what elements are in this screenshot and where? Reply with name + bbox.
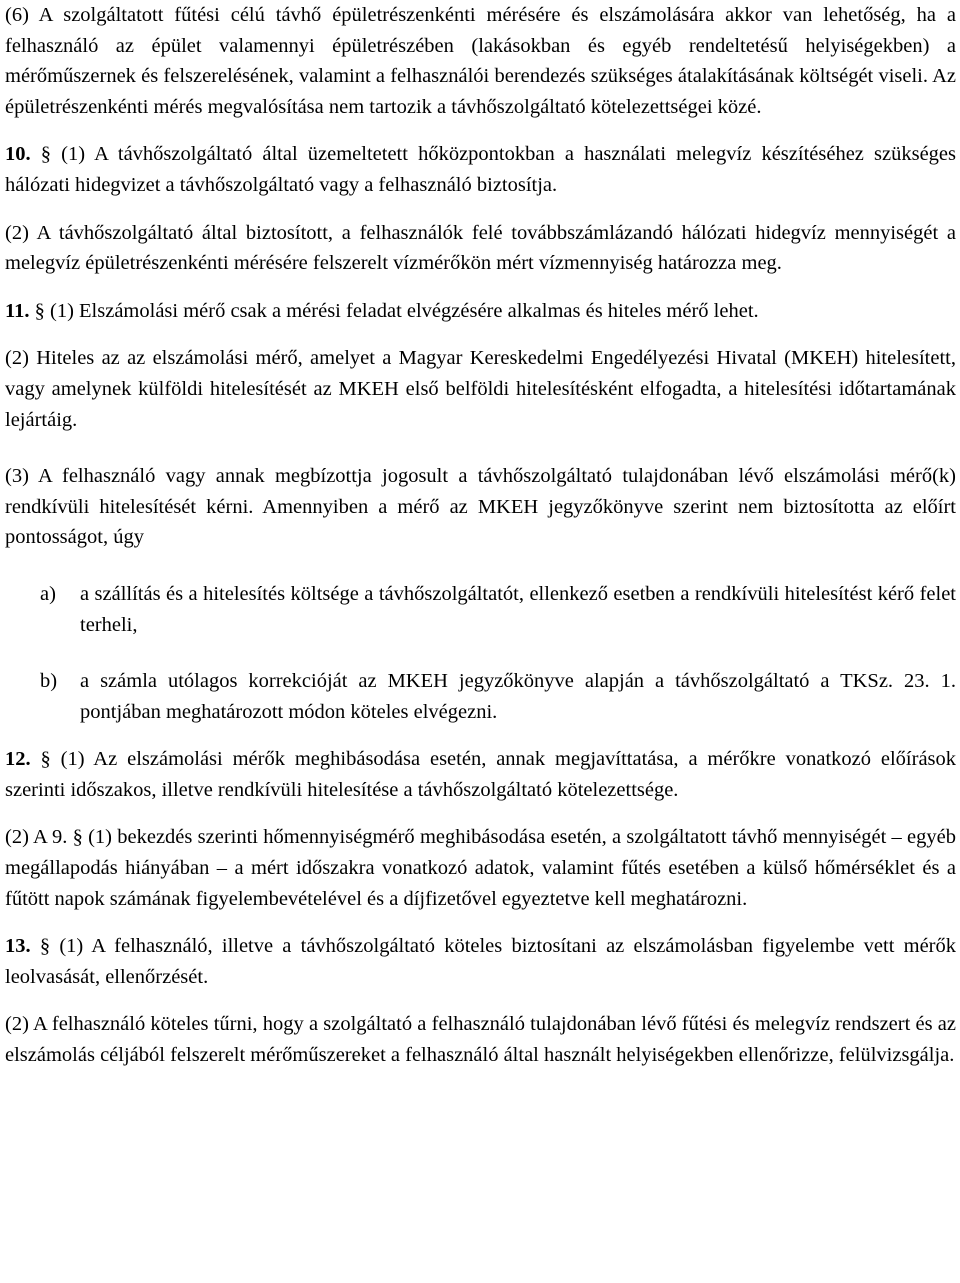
section-13-text-1: (1) A felhasználó, illetve a távhőszolgáltató köteles biztosítani az elszámolásban figyelembe vett mérők leolvasását, ellenőrzését. xyxy=(5,935,957,988)
section-12-paragraph-1 xyxy=(5,744,956,805)
section-11-text-1: (1) Elszámolási mérő csak a mérési feladat elvégzésére alkalmas és hiteles mérő lehet. xyxy=(50,299,759,322)
section-sign: § xyxy=(39,935,51,958)
section-13-number: 13. xyxy=(5,935,31,958)
section-sign: § xyxy=(40,748,51,771)
section-12-text-1: (1) Az elszámolási mérők meghibásodása esetén, annak megjavíttatása, a mérőkre vonatkozó előírások szerinti időszakos, illetve rendkívüli hitelesítése a távhőszolgáltató kötelezettsége. xyxy=(5,748,957,801)
section-11-paragraph-1 xyxy=(5,296,956,327)
section-12-number: 12. xyxy=(5,748,31,771)
section-sign: § xyxy=(34,299,45,322)
list-item-a xyxy=(5,579,956,640)
list-marker-a: a) xyxy=(40,582,56,605)
section-sign: § xyxy=(40,143,52,166)
section-10-paragraph-2: (2) A távhőszolgáltató által biztosított, a felhasználók felé továbbszámlázandó hálózati hidegvíz mennyiségét a melegvíz épületrészenkénti mérésére felszerelt vízmérőkön mért vízmennyiség határozza meg. xyxy=(5,221,956,275)
section-12-paragraph-2: (2) A 9. § (1) bekezdés szerinti hőmennyiségmérő meghibásodása esetén, a szolgáltatott távhő mennyiségét – egyéb megállapodás hiányában – a mért időszakra vonatkozó adatok, valamint fűtés esetében a külső hőmérséklet és a fűtött napok számának figyelembevételével és a díjfizetővel egyeztetve kell meghatározni. xyxy=(5,826,956,910)
list-text-a: a szállítás és a hitelesítés költsége a távhőszolgáltatót, ellenkező esetben a rendkívüli hitelesítést kérő felet terheli, xyxy=(80,582,956,636)
section-11-number: 11. xyxy=(5,299,30,322)
list-marker-b: b) xyxy=(40,670,58,693)
section-13-paragraph-1 xyxy=(5,931,956,992)
paragraph-6: (6) A szolgáltatott fűtési célú távhő épületrészenkénti mérésére és elszámolására akkor van lehetőség, ha a felhasználó az épület valamennyi épületrészében (lakásokban és egyéb rendeltetésű helyiségekben) a mérőműszernek és felszerelésének, valamint a felhasználói berendezés szükséges átalakításának költségét viseli. Az épületrészenkénti mérés megvalósítása nem tartozik a távhőszolgáltató kötelezettségei közé. xyxy=(5,4,956,118)
list-item-b xyxy=(5,666,956,727)
section-10-paragraph-1 xyxy=(5,139,956,200)
list-text-b: a számla utólagos korrekcióját az MKEH jegyzőkönyve alapján a távhőszolgáltató a TKSz. 23. 1. pontjában meghatározott módon köteles elvégezni. xyxy=(80,670,956,723)
section-11-paragraph-3: (3) A felhasználó vagy annak megbízottja jogosult a távhőszolgáltató tulajdonában lévő elszámolási mérő(k) rendkívüli hitelesítését kérni. Amennyiben a mérő az MKEH jegyzőkönyve szerint nem biztosította az előírt pontosságot, úgy xyxy=(5,465,956,549)
section-11-paragraph-2: (2) Hiteles az az elszámolási mérő, amelyet a Magyar Kereskedelmi Engedélyezési Hivatal (MKEH) hitelesített, vagy amelynek külföldi hitelesítését az MKEH első belföldi hitelesítésként elfogadta, a hitelesítési időtartamának lejártáig. xyxy=(5,347,956,431)
section-13-paragraph-2: (2) A felhasználó köteles tűrni, hogy a szolgáltató a felhasználó tulajdonában lévő fűtési és melegvíz rendszert és az elszámolás céljából felszerelt mérőműszereket a felhasználó által használt helyiségekben ellenőrizze, felülvizsgálja. xyxy=(5,1013,956,1067)
section-10-number: 10. xyxy=(5,143,31,166)
section-10-text-1: (1) A távhőszolgáltató által üzemeltetett hőközpontokban a használati melegvíz készítéséhez szükséges hálózati hidegvizet a távhőszolgáltató vagy a felhasználó biztosítja. xyxy=(5,143,957,196)
